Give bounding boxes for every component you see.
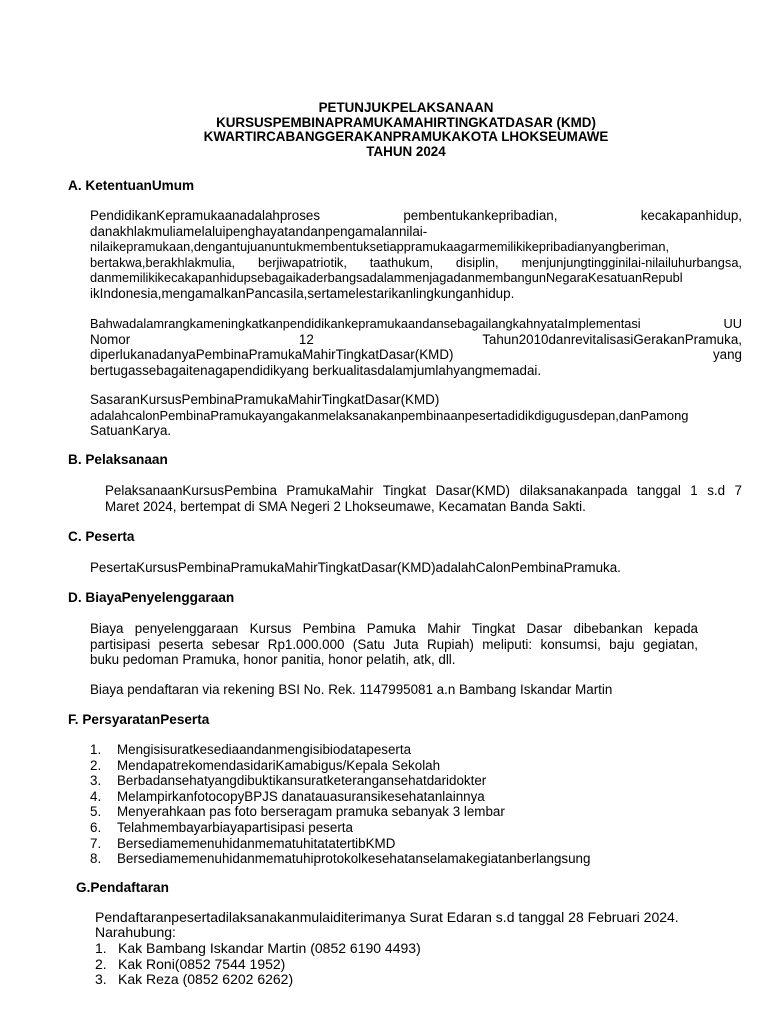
- list-item: 3. Berbadansehatyangdibuktikansuratketerangansehatdaridokter: [90, 773, 487, 789]
- section-d-paragraph-2: Biaya pendaftaran via rekening BSI No. Rek. 1147995081 a.n Bambang Iskandar Martin: [90, 682, 613, 697]
- section-d-p1-line-3: buku pedoman Pramuka, honor panitia, honor pelatih, atk, dll.: [90, 652, 456, 668]
- section-a-p1-line-3: nilaikepramukaan,dengantujuanuntukmembentuksetiappramukaagarmemilikikepribadianyangberiman,: [90, 239, 670, 255]
- contacts-list: [95, 941, 421, 988]
- title-line-1: PETUNJUKPELAKSANAAN: [318, 100, 494, 115]
- requirements-list: [90, 742, 590, 867]
- section-d-paragraph-1: [90, 621, 698, 668]
- contacts-label: Narahubung:: [95, 925, 176, 940]
- title-line-4: TAHUN 2024: [366, 143, 446, 159]
- list-item: 5. Menyerahkaan pas foto berseragam pramuka sebanyak 3 lembar: [90, 804, 505, 820]
- section-a-heading: A. KetentuanUmum: [68, 178, 195, 193]
- section-a-p2-line-2: Nomor 12 Tahun2010danrevitalisasiGerakanPramuka,: [90, 331, 742, 347]
- section-a-p2-line-1: BahwadalamrangkameningkatkanpendidikankepramukaandansebagailangkahnyataImplementasi UU: [90, 316, 742, 331]
- section-a-p1-line-4: bertakwa,berakhlakmulia, berjiwapatriotik, taathukum, disiplin, menjunjungtingginilai-nilailuhurbangsa,: [90, 254, 742, 270]
- section-a-p1-line-2: danakhlakmuliamelaluipenghayatandanpengamalannilai-: [90, 223, 428, 239]
- section-c-heading: C. Peserta: [68, 529, 135, 544]
- section-g-heading: G.Pendaftaran: [76, 880, 169, 895]
- section-a-p1-line-5: danmemilikikecakapanhidupsebagaikaderbangsadalammenjagadanmembangunNegaraKesatuanRepubl: [90, 270, 683, 286]
- section-f-heading: F. PersyaratanPeserta: [68, 712, 210, 727]
- list-item: 7. BersediamemenuhidanmematuhitatatertibKMD: [90, 835, 396, 851]
- section-a-p1-line-6: ikIndonesia,mengamalkanPancasila,sertamelestarikanlingkunganhidup.: [90, 285, 515, 301]
- section-a-p2-line-4: bertugassebagaitenagapendidikyang berkualitasdalamjumlahyangmemadai.: [90, 362, 542, 378]
- section-b-p1-line-2: Maret 2024, bertempat di SMA Negeri 2 Lhokseumawe, Kecamatan Banda Sakti.: [105, 498, 586, 514]
- section-b-p1-line-1: PelaksanaanKursusPembina PramukaMahir Tingkat Dasar(KMD) dilaksanakanpada tanggal 1 s.d 7: [105, 483, 742, 498]
- section-a-paragraph-3: [90, 392, 742, 439]
- section-d-p1-line-2: partisipasi peserta sebesar Rp1.000.000 (Satu Juta Rupiah) meliputi: konsumsi, baju gegiatan,: [90, 636, 698, 652]
- section-a-p3-line-2: adalahcalonPembinaPramukayangakanmelaksanakanpembinaanpesertadidikdigugusdepan,danPamong: [90, 407, 689, 423]
- section-a-p1-line-1: PendidikanKepramukaanadalahproses pembentukankepribadian, kecakapanhidup,: [90, 208, 742, 223]
- section-a-p3-line-3: SatuanKarya.: [90, 423, 172, 439]
- list-item: 1. Mengisisuratkesediaandanmengisibiodatapeserta: [90, 742, 412, 757]
- section-b-paragraph-1: [105, 483, 742, 514]
- section-a-p3-line-1: SasaranKursusPembinaPramukaMahirTingkatDasar(KMD): [90, 392, 440, 407]
- document-title: [0, 101, 768, 159]
- list-item: 8. Bersediamemenuhidanmematuhiprotokolkesehatanselamakegiatanberlangsung: [90, 851, 591, 867]
- section-b-heading: B. Pelaksanaan: [68, 452, 168, 467]
- title-line-2: KURSUSPEMBINAPRAMUKAMAHIRTINGKATDASAR (KMD): [216, 114, 596, 130]
- section-a-p2-line-3: diperlukanadanyaPembinaPramukaMahirTingkatDasar(KMD) yang: [90, 347, 742, 363]
- section-c-paragraph-1: PesertaKursusPembinaPramukaMahirTingkatDasar(KMD)adalahCalonPembinaPramuka.: [90, 560, 621, 575]
- list-item: 2. MendapatrekomendasidariKamabigus/Kepala Sekolah: [90, 757, 441, 773]
- section-a-paragraph-2: [90, 316, 742, 378]
- section-d-p1-line-1: Biaya penyelenggaraan Kursus Pembina Pamuka Mahir Tingkat Dasar dibebankan kepada: [90, 621, 698, 636]
- section-g-paragraph-1: Pendaftaranpesertadilaksanakanmulaiditerimanya Surat Edaran s.d tanggal 28 Februari 2024.: [95, 910, 679, 925]
- title-line-3: KWARTIRCABANGGERAKANPRAMUKAKOTA LHOKSEUMAWE: [203, 129, 609, 144]
- section-a-paragraph-1: [90, 208, 742, 302]
- section-d-heading: D. BiayaPenyelenggaraan: [68, 590, 235, 605]
- list-item: 1. Kak Bambang Iskandar Martin (0852 6190 4493): [95, 940, 421, 956]
- list-item: 4. MelampirkanfotocopyBPJS danatauasuransikesehatanlainnya: [90, 788, 485, 804]
- list-item: 2. Kak Roni(0852 7544 1952): [95, 955, 286, 972]
- list-item: 6. Telahmembayarbiayapartisipasi peserta: [90, 819, 353, 835]
- list-item: 3. Kak Reza (0852 6202 6262): [95, 971, 294, 988]
